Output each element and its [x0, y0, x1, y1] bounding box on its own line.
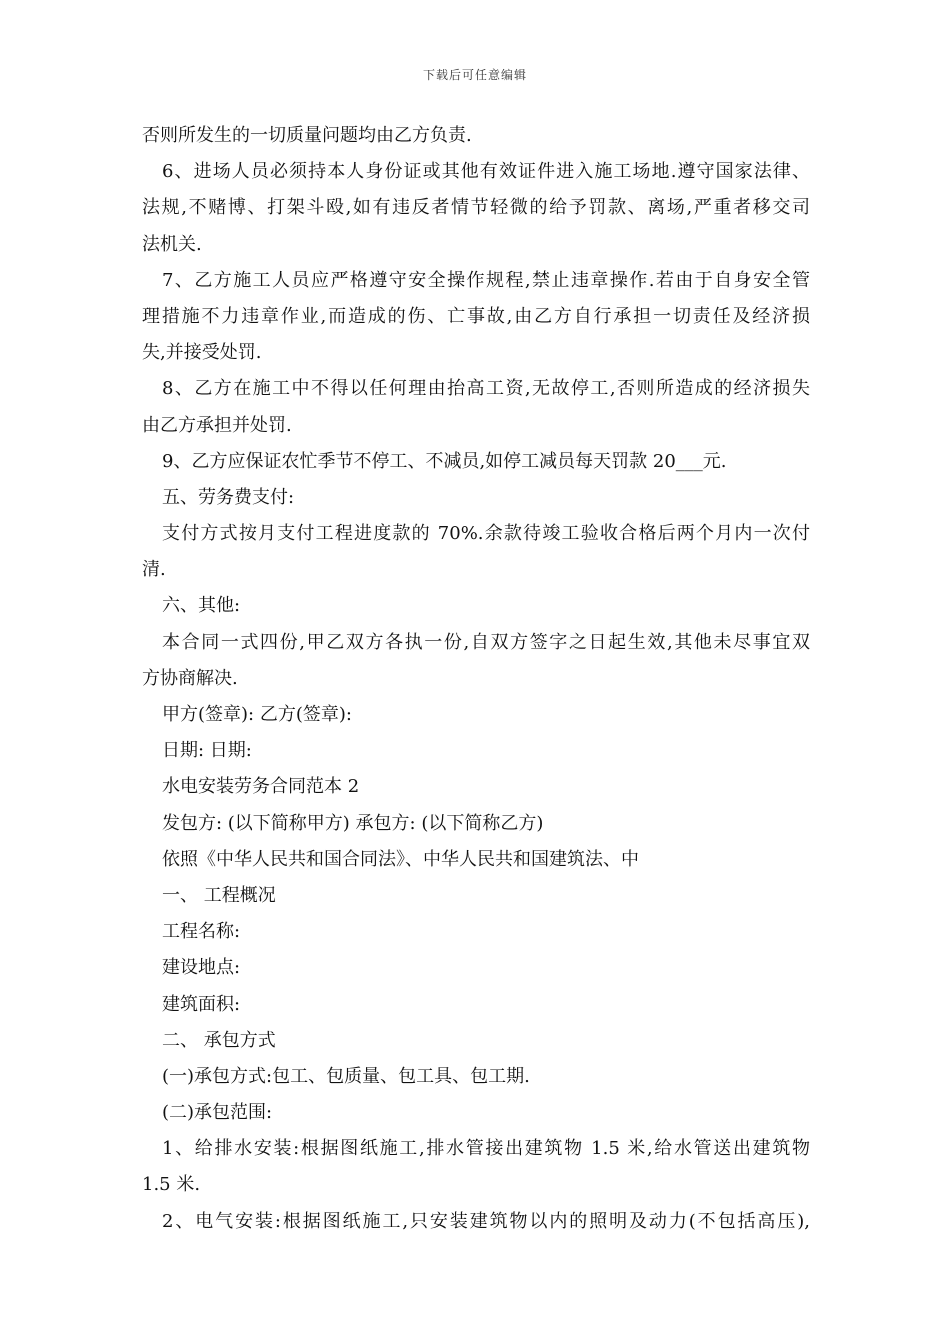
- text-line: 6、进场人员必须持本人身份证或其他有效证件进入施工场地.遵守国家法律、: [162, 161, 810, 183]
- text-line: (一)承包方式:包工、包质量、包工具、包工期.: [162, 1065, 530, 1087]
- text-line: 法机关.: [142, 233, 202, 255]
- text-line: 二、 承包方式: [162, 1029, 276, 1051]
- text-line: 建筑面积:: [162, 993, 241, 1015]
- text-line: 工程名称:: [162, 921, 241, 943]
- text-line: 依照《中华人民共和国合同法》、中华人民共和国建筑法、中: [162, 848, 639, 870]
- text-line: 否则所发生的一切质量问题均由乙方负责.: [142, 125, 472, 146]
- text-line: 建设地点:: [162, 957, 241, 979]
- text-line: 六、其他:: [162, 595, 241, 617]
- text-line: 理措施不力违章作业,而造成的伤、亡事故,由乙方自行承担一切责任及经济损: [142, 305, 810, 327]
- text-line: 支付方式按月支付工程进度款的 70%.余款待竣工验收合格后两个月内一次付: [162, 523, 810, 545]
- text-line: 1、给排水安装:根据图纸施工,排水管接出建筑物 1.5 米,给水管送出建筑物: [162, 1138, 810, 1160]
- text-line: 法规,不赌博、打架斗殴,如有违反者情节轻微的给予罚款、离场,严重者移交司: [142, 197, 810, 219]
- text-line: (二)承包范围:: [162, 1102, 273, 1124]
- text-line: 甲方(签章): 乙方(签章):: [162, 704, 352, 725]
- text-line: 8、乙方在施工中不得以任何理由抬高工资,无故停工,否则所造成的经济损失: [162, 378, 810, 400]
- text-line: 9、乙方应保证农忙季节不停工、不减员,如停工减员每天罚款 20___元.: [162, 450, 727, 472]
- text-line: 7、乙方施工人员应严格遵守安全操作规程,禁止违章操作.若由于自身安全管: [162, 269, 810, 291]
- text-line: 发包方: (以下简称甲方) 承包方: (以下简称乙方): [162, 812, 544, 834]
- text-line: 清.: [142, 559, 166, 581]
- text-line: 一、 工程概况: [162, 884, 276, 906]
- text-line: 日期: 日期:: [162, 740, 252, 762]
- text-line: 本合同一式四份,甲乙双方各执一份,自双方签字之日起生效,其他未尽事宜双: [162, 631, 810, 653]
- text-line: 水电安装劳务合同范本 2: [162, 776, 360, 798]
- text-line: 1.5 米.: [142, 1174, 201, 1196]
- text-line: 方协商解决.: [142, 667, 238, 689]
- text-line: 失,并接受处罚.: [142, 342, 262, 364]
- text-line: 由乙方承担并处罚.: [142, 414, 292, 436]
- text-line: 2、电气安装:根据图纸施工,只安装建筑物以内的照明及动力(不包括高压),: [162, 1210, 810, 1232]
- page-header: 下载后可任意编辑: [422, 68, 527, 82]
- text-line: 五、劳务费支付:: [162, 486, 295, 508]
- document-body: [142, 118, 810, 1240]
